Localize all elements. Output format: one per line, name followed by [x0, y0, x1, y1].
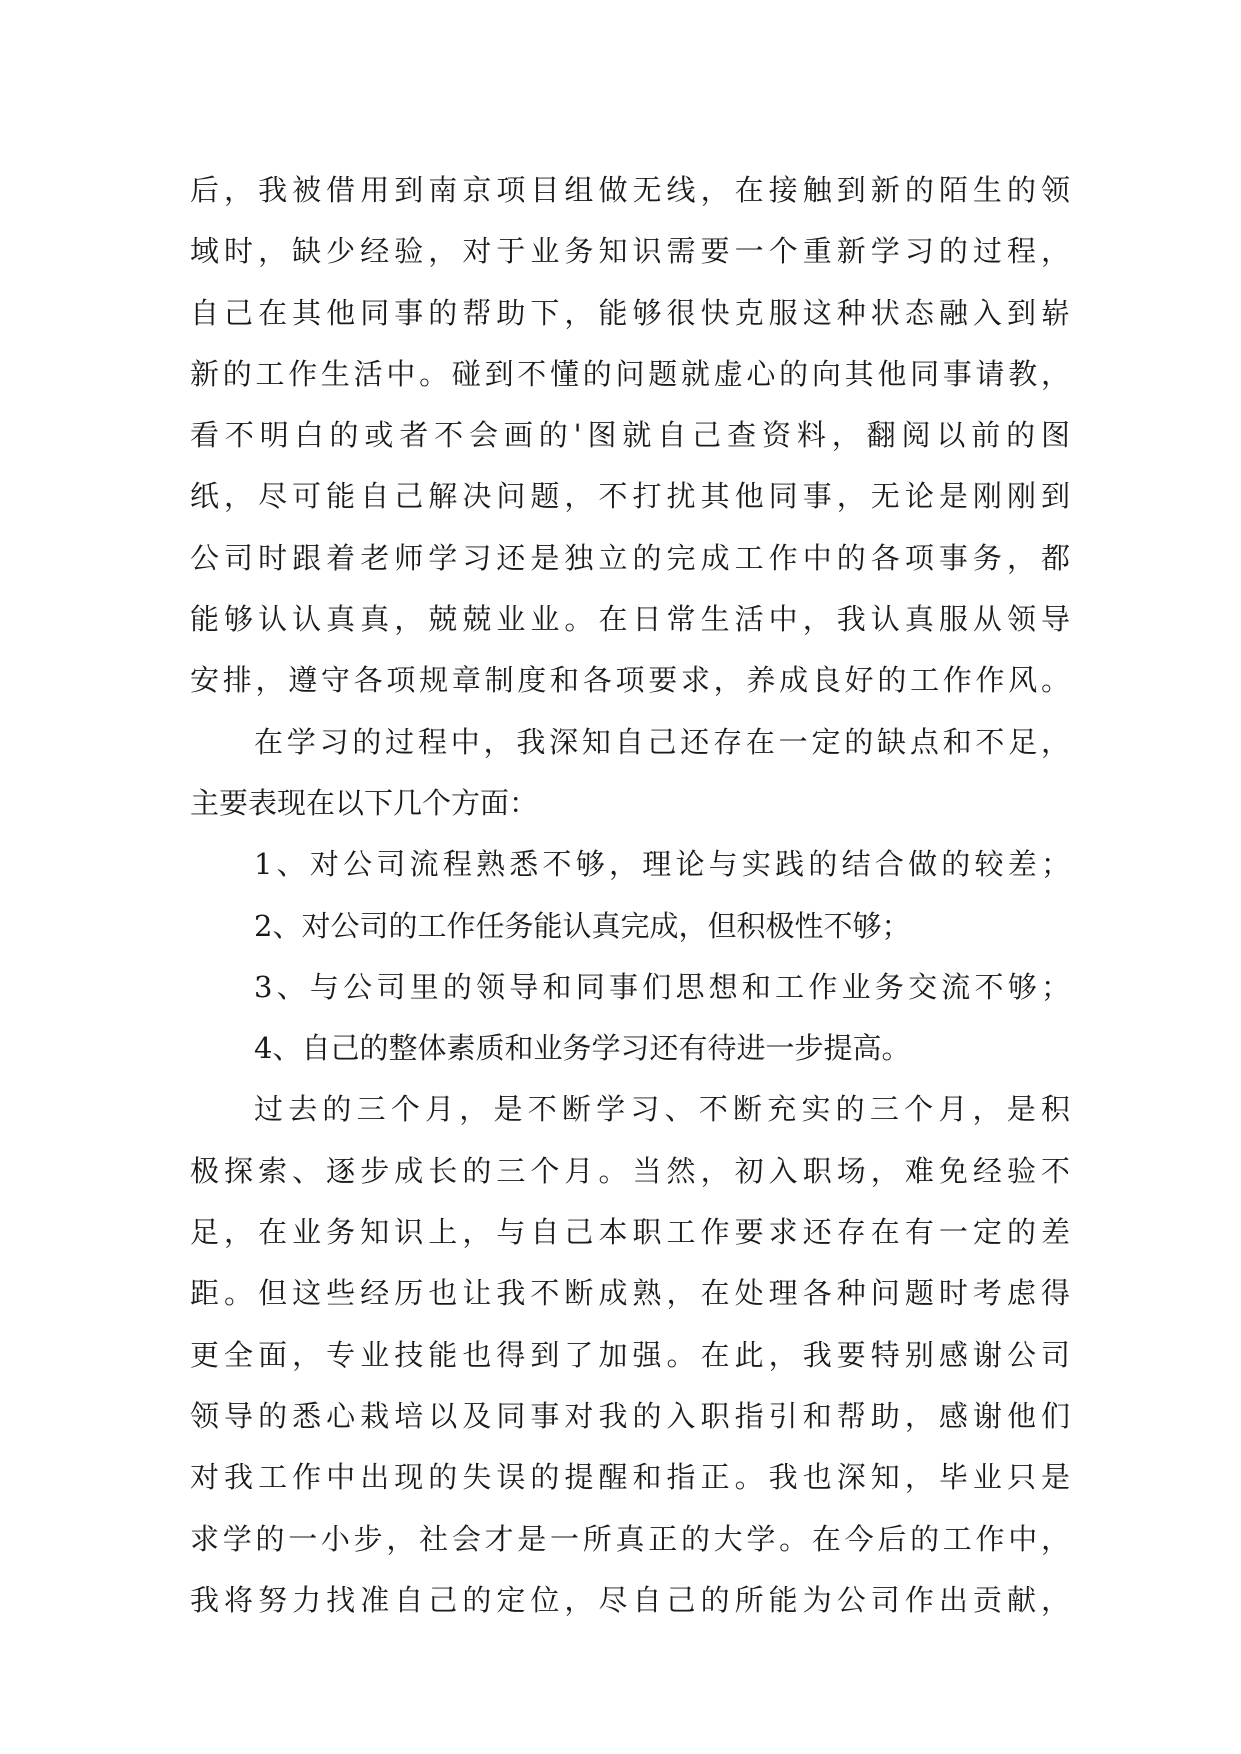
text-line: 看不明白的或者不会画的'图就自己查资料，翻阅以前的图 — [190, 418, 1070, 453]
text-line: 过去的三个月，是不断学习、不断充实的三个月，是积 — [254, 1092, 1070, 1127]
text-line: 域时，缺少经验，对于业务知识需要一个重新学习的过程， — [190, 234, 1070, 269]
text-line: 领导的悉心栽培以及同事对我的入职指引和帮助，感谢他们 — [190, 1398, 1070, 1433]
text-line: 后，我被借用到南京项目组做无线，在接触到新的陌生的领 — [190, 173, 1070, 207]
text-line: 极探索、逐步成长的三个月。当然，初入职场，难免经验不 — [190, 1153, 1070, 1188]
text-line: 1、对公司流程熟悉不够，理论与实践的结合做的较差； — [254, 847, 1070, 882]
text-line: 对我工作中出现的失误的提醒和指正。我也深知，毕业只是 — [190, 1460, 1070, 1495]
text-line: 新的工作生活中。碰到不懂的问题就虚心的向其他同事请教， — [190, 356, 1070, 391]
text-line: 主要表现在以下几个方面： — [190, 785, 539, 820]
text-line: 2、对公司的工作任务能认真完成，但积极性不够； — [254, 908, 911, 943]
text-line: 距。但这些经历也让我不断成熟，在处理各种问题时考虑得 — [190, 1276, 1070, 1311]
text-line: 求学的一小步，社会才是一所真正的大学。在今后的工作中， — [190, 1521, 1070, 1556]
text-line: 自己在其他同事的帮助下，能够很快克服这种状态融入到崭 — [190, 295, 1070, 330]
text-line: 4、自己的整体素质和业务学习还有待进一步提高。 — [254, 1031, 911, 1066]
text-line: 安排，遵守各项规章制度和各项要求，养成良好的工作作风。 — [190, 663, 1070, 698]
text-line: 能够认认真真，兢兢业业。在日常生活中，我认真服从领导 — [190, 602, 1070, 637]
text-line: 在学习的过程中，我深知自己还存在一定的缺点和不足， — [254, 724, 1070, 759]
text-line: 纸，尽可能自己解决问题，不打扰其他同事，无论是刚刚到 — [190, 479, 1070, 514]
text-line: 我将努力找准自己的定位，尽自己的所能为公司作出贡献， — [190, 1582, 1070, 1617]
text-line: 3、与公司里的领导和同事们思想和工作业务交流不够； — [254, 969, 1070, 1004]
text-line: 更全面，专业技能也得到了加强。在此，我要特别感谢公司 — [190, 1337, 1070, 1372]
document-body — [190, 160, 1070, 1631]
text-line: 足，在业务知识上，与自己本职工作要求还存在有一定的差 — [190, 1215, 1070, 1250]
text-line: 公司时跟着老师学习还是独立的完成工作中的各项事务，都 — [190, 540, 1070, 575]
